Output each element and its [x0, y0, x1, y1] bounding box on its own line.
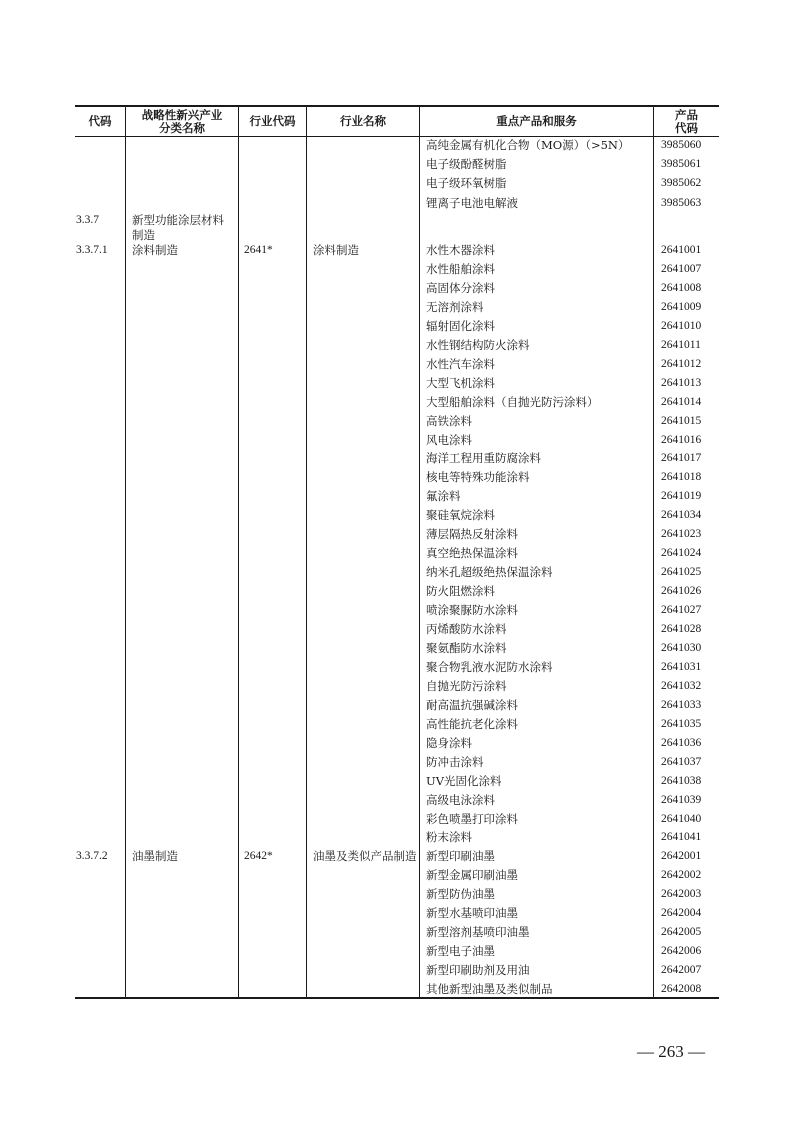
header-industry-name — [307, 107, 419, 136]
product-code: 3985062 — [661, 177, 702, 190]
product-name: 高铁涂料 — [426, 413, 472, 428]
product-code: 2641032 — [661, 679, 702, 692]
page-number: — 263 — — [637, 1042, 705, 1061]
product-name: 聚硅氧烷涂料 — [426, 508, 495, 523]
product-name: 其他新型油墨及类似制品 — [426, 982, 553, 997]
product-name: 电子级环氧树脂 — [426, 176, 507, 191]
header-products — [420, 107, 653, 136]
header-category — [126, 107, 238, 136]
product-name: 聚合物乳液水泥防水涂料 — [426, 659, 553, 674]
product-name: 水性汽车涂料 — [426, 356, 495, 371]
product-name: 新型印刷油墨 — [426, 849, 495, 864]
product-code: 2641018 — [661, 471, 702, 484]
product-code: 3985061 — [661, 158, 702, 171]
product-name: 粉末涂料 — [426, 830, 472, 845]
section-name-cont: 制造 — [132, 228, 155, 242]
column-divider — [238, 106, 239, 998]
product-code: 2641033 — [661, 698, 702, 711]
product-name: 新型印刷助剂及用油 — [426, 963, 530, 978]
product-code: 2641016 — [661, 433, 702, 446]
header-industry-code-text: 行业代码 — [249, 114, 296, 128]
product-name: 辐射固化涂料 — [426, 318, 495, 333]
product-name: 大型船舶涂料（自抛光防污涂料） — [426, 394, 599, 409]
header-product-code-line1: 产品 — [675, 107, 698, 122]
product-code: 2641023 — [661, 528, 702, 541]
product-name: 锂离子电池电解液 — [426, 195, 518, 210]
product-code: 2642005 — [661, 926, 702, 939]
industry-code: 2642* — [244, 850, 273, 862]
product-name: 大型飞机涂料 — [426, 375, 495, 390]
product-code: 2641035 — [661, 717, 702, 730]
product-code: 2642003 — [661, 888, 702, 901]
column-divider — [653, 106, 654, 998]
product-name: 核电等特殊功能涂料 — [426, 470, 530, 485]
product-code: 2642008 — [661, 983, 702, 996]
header-code-text: 代码 — [88, 114, 112, 128]
header-category-line2: 分类名称 — [159, 120, 205, 135]
product-code: 2642004 — [661, 907, 702, 920]
product-name: 真空绝热保温涂料 — [426, 546, 518, 561]
section-name: 涂料制造 — [132, 243, 178, 257]
section-name: 油墨制造 — [132, 849, 178, 863]
product-name: 新型金属印刷油墨 — [426, 868, 518, 883]
product-name: 高固体分涂料 — [426, 280, 495, 295]
table-bottom-rule — [75, 997, 719, 999]
product-code: 2641027 — [661, 604, 702, 617]
product-code: 2642006 — [661, 945, 702, 958]
product-code: 2641037 — [661, 755, 702, 768]
header-industry-name-text: 行业名称 — [340, 114, 386, 128]
product-name: 新型电子油墨 — [426, 944, 495, 959]
product-code: 2641013 — [661, 376, 702, 389]
product-code: 2641041 — [661, 831, 702, 844]
product-name: 高性能抗老化涂料 — [426, 716, 518, 731]
product-name: UV光固化涂料 — [426, 773, 502, 788]
product-code: 2641025 — [661, 566, 702, 579]
industry-code: 2641* — [244, 244, 273, 256]
product-code: 2641040 — [661, 812, 702, 825]
column-divider — [125, 106, 126, 998]
industry-name: 涂料制造 — [313, 243, 359, 257]
section-code: 3.3.7.1 — [76, 244, 108, 256]
product-code: 2641007 — [661, 262, 702, 275]
section-code: 3.3.7.2 — [76, 850, 108, 862]
product-code: 2641030 — [661, 641, 702, 654]
product-code: 2641019 — [661, 490, 702, 503]
header-bottom-rule — [75, 136, 719, 137]
product-name: 水性钢结构防火涂料 — [426, 337, 530, 352]
product-code: 2642002 — [661, 869, 702, 882]
product-code: 2641001 — [661, 244, 702, 256]
product-code: 2641009 — [661, 300, 702, 313]
product-code: 2641026 — [661, 585, 702, 598]
product-code: 2642007 — [661, 964, 702, 977]
product-name: 新型防伪油墨 — [426, 887, 495, 902]
product-code: 2641015 — [661, 414, 702, 427]
product-code: 2641012 — [661, 357, 702, 370]
product-code: 2641039 — [661, 793, 702, 806]
product-code: 2641036 — [661, 736, 702, 749]
product-name: 隐身涂料 — [426, 735, 472, 750]
product-name: 新型水基喷印油墨 — [426, 906, 518, 921]
product-name: 氟涂料 — [426, 489, 461, 504]
product-name: 耐高温抗强碱涂料 — [426, 697, 518, 712]
section-name: 新型功能涂层材料 — [132, 213, 224, 227]
industry-name: 油墨及类似产品制造 — [313, 849, 417, 863]
header-products-text: 重点产品和服务 — [496, 114, 577, 128]
product-name: 水性木器涂料 — [426, 243, 495, 257]
product-code: 2641034 — [661, 509, 702, 522]
product-name: 风电涂料 — [426, 432, 472, 447]
product-code: 2641038 — [661, 774, 702, 787]
product-code: 2641017 — [661, 452, 702, 465]
product-name: 聚氨酯防水涂料 — [426, 640, 507, 655]
product-name: 丙烯酸防水涂料 — [426, 622, 507, 636]
product-name: 海洋工程用重防腐涂料 — [426, 451, 541, 466]
product-name: 纳米孔超级绝热保温涂料 — [426, 565, 553, 580]
product-name: 新型溶剂基喷印油墨 — [426, 925, 530, 940]
product-name: 高纯金属有机化合物（MO源）（>5N） — [426, 138, 630, 152]
product-code: 2641028 — [661, 623, 702, 635]
product-code: 2641011 — [661, 338, 701, 351]
header-product-code-line2: 代码 — [675, 120, 698, 135]
section-code: 3.3.7 — [76, 214, 99, 226]
product-name: 薄层隔热反射涂料 — [426, 527, 518, 542]
header-product-code — [654, 107, 719, 136]
header-code — [75, 107, 125, 136]
product-name: 水性船舶涂料 — [426, 261, 495, 276]
product-code: 2641010 — [661, 319, 702, 332]
header-industry-code — [239, 107, 306, 136]
product-name: 自抛光防污涂料 — [426, 678, 507, 693]
header-category-line1: 战略性新兴产业 — [141, 107, 223, 122]
product-name: 电子级酚醛树脂 — [426, 157, 507, 172]
column-divider — [306, 106, 307, 998]
product-name: 防火阻燃涂料 — [426, 584, 495, 599]
product-code: 2642001 — [661, 850, 702, 863]
product-code: 2641008 — [661, 281, 702, 294]
product-name: 高级电泳涂料 — [426, 792, 495, 807]
product-code: 3985060 — [661, 139, 702, 151]
product-code: 2641024 — [661, 547, 702, 560]
product-name: 防冲击涂料 — [426, 754, 484, 769]
product-name: 彩色喷墨打印涂料 — [426, 811, 518, 826]
column-divider — [419, 106, 420, 998]
product-name: 无溶剂涂料 — [426, 299, 484, 314]
product-code: 2641031 — [661, 660, 702, 673]
product-name: 喷涂聚脲防水涂料 — [426, 603, 518, 618]
product-code: 2641014 — [661, 395, 702, 408]
product-code: 3985063 — [661, 196, 702, 209]
